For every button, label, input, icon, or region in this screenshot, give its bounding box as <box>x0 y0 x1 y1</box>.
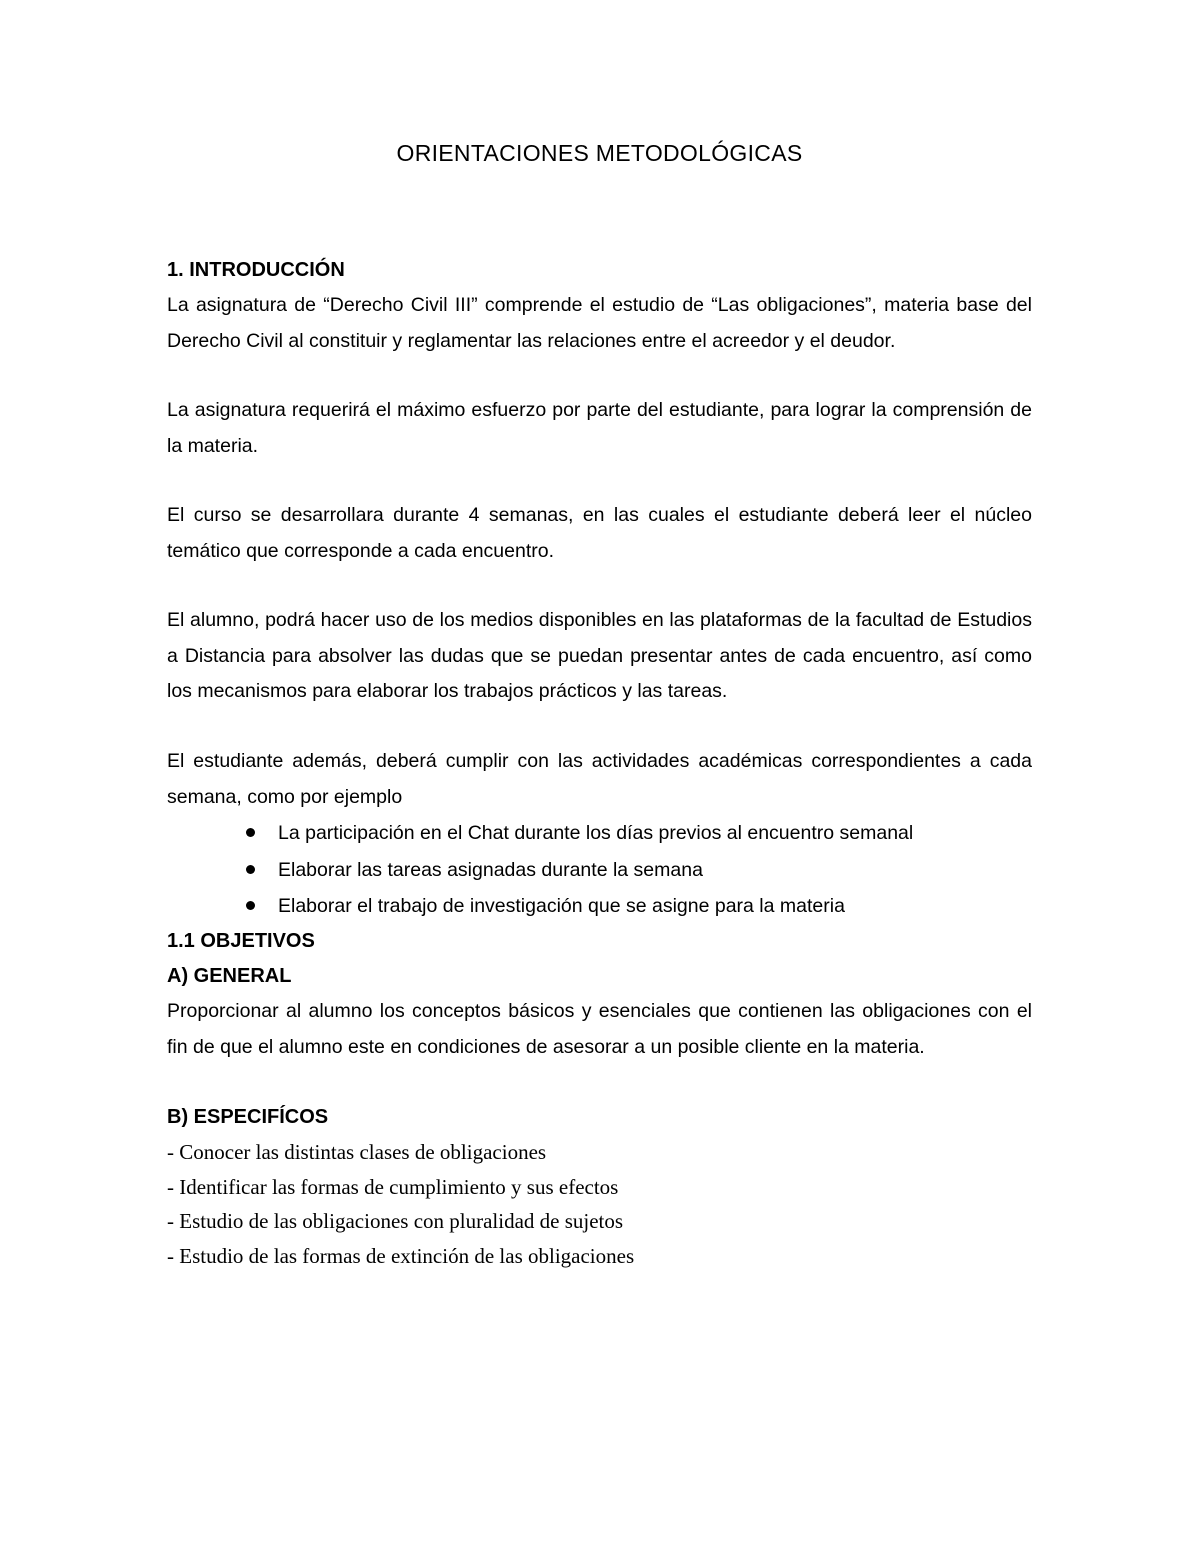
document-title: ORIENTACIONES METODOLÓGICAS <box>396 140 803 166</box>
list-item-text: Elaborar el trabajo de investigación que se asigne para la materia <box>278 895 845 917</box>
intro-heading: 1. INTRODUCCIÓN <box>167 259 345 281</box>
list-item <box>167 852 1032 889</box>
list-item-text: Elaborar las tareas asignadas durante la semana <box>278 858 703 881</box>
specific-objective-item: - Estudio de las obligaciones con pluralidad de sujetos <box>167 1209 624 1233</box>
specific-objective-item: - Identificar las formas de cumplimiento y sus efectos <box>167 1174 619 1199</box>
intro-paragraph-2-block <box>167 393 1032 464</box>
intro-paragraph-4-block <box>167 603 1032 710</box>
intro-paragraph-3-block <box>167 498 1032 569</box>
activities-list <box>167 815 1032 925</box>
objectives-heading: 1.1 OBJETIVOS <box>167 930 315 952</box>
intro-paragraph-1: La asignatura de “Derecho Civil III” comprende el estudio de “Las obligaciones”, materia base del Derecho Civil al constituir y reglamentar las relaciones entre el acreedor y el deudor. <box>167 294 1032 352</box>
intro-paragraph-5-block <box>167 744 1032 925</box>
specific-objectives-section <box>167 1100 1032 1273</box>
general-heading: A) GENERAL <box>167 965 292 987</box>
list-item <box>167 815 1032 852</box>
bullet-icon <box>246 901 255 910</box>
specific-objective-item: - Estudio de las formas de extinción de las obligaciones <box>167 1243 635 1268</box>
list-item-text: La participación en el Chat durante los días previos al encuentro semanal <box>278 822 914 844</box>
intro-paragraph-2: La asignatura requerirá el máximo esfuerzo por parte del estudiante, para lograr la comprensión de la materia. <box>167 399 1032 457</box>
intro-paragraph-5: El estudiante además, deberá cumplir con las actividades académicas correspondientes a cada semana, como por ejemplo <box>167 750 1032 808</box>
intro-paragraph-3: El curso se desarrollara durante 4 semanas, en las cuales el estudiante deberá leer el núcleo temático que corresponde a cada encuentro. <box>167 504 1032 562</box>
list-item <box>167 888 1032 925</box>
intro-paragraph-4: El alumno, podrá hacer uso de los medios disponibles en las plataformas de la facultad de Estudios a Distancia para absolver las dudas que se puedan presentar antes de cada encuentro, así como los mecanismos para elaborar los trabajos prácticos y las tareas. <box>167 609 1032 702</box>
specific-objective-item: - Conocer las distintas clases de obligaciones <box>167 1140 547 1164</box>
intro-section <box>167 253 1032 359</box>
specific-heading: B) ESPECIFÍCOS <box>167 1106 329 1128</box>
bullet-icon <box>246 865 255 874</box>
objectives-section <box>167 924 1032 1065</box>
general-objective-text: Proporcionar al alumno los conceptos básicos y esenciales que contienen las obligaciones con el fin de que el alumno este en condiciones de asesorar a un posible cliente en la materia. <box>167 1000 1032 1058</box>
bullet-icon <box>246 828 255 837</box>
